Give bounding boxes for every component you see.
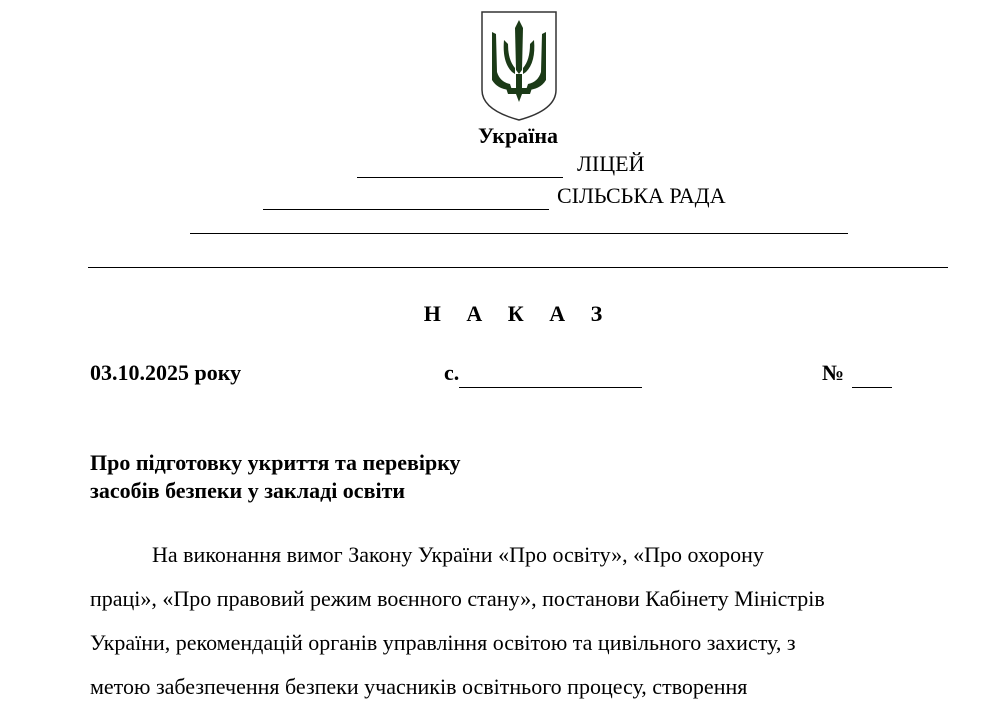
institution-name-blank	[357, 155, 563, 178]
order-number	[822, 358, 892, 388]
order-subject	[90, 449, 461, 505]
council-type-label: СІЛЬСЬКА РАДА	[557, 183, 726, 208]
place-prefix: с.	[444, 360, 460, 385]
body-line: метою забезпечення безпеки учасників освітнього процесу, створення	[90, 674, 748, 699]
council-line	[263, 182, 726, 210]
body-line: праці», «Про правовий режим воєнного стану», постанови Кабінету Міністрів	[90, 586, 825, 611]
document-title: Н А К А З	[423, 301, 613, 326]
order-body	[90, 533, 950, 709]
body-line: На виконання вимог Закону України «Про освіту», «Про охорону	[152, 542, 764, 567]
order-date: 03.10.2025 року	[90, 360, 242, 385]
header-divider-thin	[190, 233, 848, 234]
place-blank	[459, 365, 642, 388]
subject-line: засобів безпеки у закладі освіти	[90, 478, 406, 503]
country-name: Україна	[477, 123, 559, 148]
tryzub-emblem-icon	[480, 10, 558, 122]
number-prefix: №	[822, 360, 845, 385]
institution-line	[357, 150, 644, 178]
council-name-blank	[263, 187, 549, 210]
number-blank	[852, 365, 892, 388]
header-divider-main	[88, 267, 948, 268]
order-place	[444, 358, 642, 388]
institution-type-label: ЛІЦЕЙ	[577, 151, 645, 176]
subject-line: Про підготовку укриття та перевірку	[90, 450, 461, 475]
body-line: України, рекомендацій органів управління освітою та цивільного захисту, з	[90, 630, 796, 655]
